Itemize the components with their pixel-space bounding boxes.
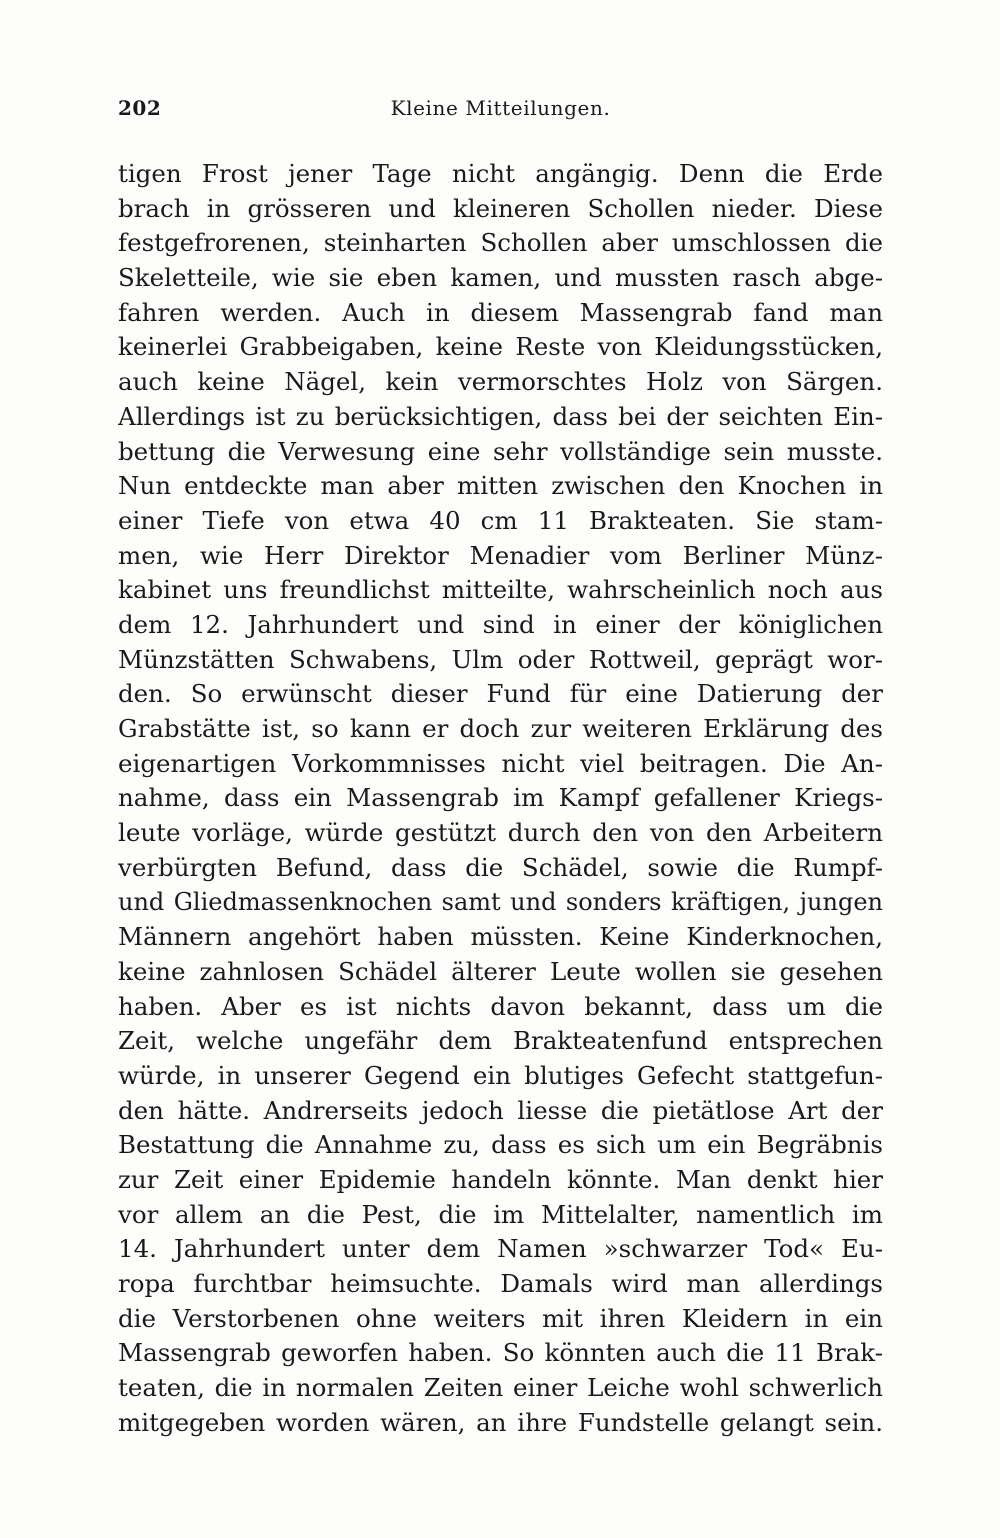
text-line: nahme, dass ein Massengrab im Kampf gefallener Kriegs- bbox=[118, 783, 883, 813]
text-line: Grabstätte ist, so kann er doch zur weiteren Erklärung des bbox=[118, 714, 883, 743]
text-line: tigen Frost jener Tage nicht angängig. Denn die Erde bbox=[118, 159, 883, 188]
text-line: auch keine Nägel, kein vermorschtes Holz von Särgen. bbox=[118, 367, 883, 397]
text-line: eigenartigen Vorkommnisses nicht viel beitragen. Die An- bbox=[118, 748, 883, 778]
text-line: ropa furchtbar heimsuchte. Damals wird man allerdings bbox=[118, 1269, 883, 1298]
text-line: festgefrorenen, steinharten Schollen aber umschlossen die bbox=[118, 228, 883, 258]
text-line: den. So erwünscht dieser Fund für eine Datierung der bbox=[118, 679, 883, 709]
body-text bbox=[118, 157, 883, 1440]
text-line: keinerlei Grabbeigaben, keine Reste von Kleidungsstücken, bbox=[118, 332, 883, 362]
text-line: fahren werden. Auch in diesem Massengrab fand man bbox=[118, 297, 883, 327]
text-line: verbürgten Befund, dass die Schädel, sowie die Rumpf- bbox=[118, 852, 883, 882]
text-line: Massengrab geworfen haben. So könnten auch die 11 Brak- bbox=[118, 1338, 883, 1368]
text-line: würde, in unserer Gegend ein blutiges Gefecht stattgefun- bbox=[118, 1060, 883, 1090]
text-line: haben. Aber es ist nichts davon bekannt, dass um die bbox=[118, 991, 883, 1021]
text-line: teaten, die in normalen Zeiten einer Leiche wohl schwerlich bbox=[118, 1373, 883, 1403]
text-line: men, wie Herr Direktor Menadier vom Berliner Münz- bbox=[118, 540, 883, 570]
page-number: 202 bbox=[118, 96, 162, 120]
text-line: Nun entdeckte man aber mitten zwischen den Knochen in bbox=[118, 471, 883, 501]
text-line: Männern angehört haben müssten. Keine Kinderknochen, bbox=[118, 922, 883, 952]
text-line: leute vorläge, würde gestützt durch den von den Arbeitern bbox=[118, 818, 883, 848]
text-line: Bestattung die Annahme zu, dass es sich um ein Begräbnis bbox=[118, 1130, 883, 1160]
text-line: 14. Jahrhundert unter dem Namen »schwarzer Tod« Eu- bbox=[118, 1234, 883, 1264]
text-line: keine zahnlosen Schädel älterer Leute wollen sie gesehen bbox=[118, 956, 883, 986]
text-line: bettung die Verwesung eine sehr vollständige sein musste. bbox=[118, 436, 883, 466]
text-line: kabinet uns freundlichst mitteilte, wahrscheinlich noch aus bbox=[118, 575, 883, 605]
running-title: Kleine Mitteilungen. bbox=[390, 96, 611, 120]
text-line: dem 12. Jahrhundert und sind in einer der königlichen bbox=[118, 609, 883, 639]
text-line: den hätte. Andrerseits jedoch liesse die pietätlose Art der bbox=[118, 1095, 883, 1125]
text-line: einer Tiefe von etwa 40 cm 11 Brakteaten. Sie stam- bbox=[118, 505, 883, 535]
text-line: vor allem an die Pest, die im Mittelalter, namentlich im bbox=[118, 1199, 883, 1229]
text-line: die Verstorbenen ohne weiters mit ihren Kleidern in ein bbox=[118, 1303, 883, 1333]
text-line: mitgegeben worden wären, an ihre Fundstelle gelangt sein. bbox=[118, 1407, 883, 1437]
text-line: Zeit, welche ungefähr dem Brakteatenfund entsprechen bbox=[118, 1026, 883, 1056]
text-line: brach in grösseren und kleineren Schollen nieder. Diese bbox=[118, 193, 883, 223]
text-line: zur Zeit einer Epidemie handeln könnte. Man denkt hier bbox=[118, 1164, 883, 1194]
text-line: Allerdings ist zu berücksichtigen, dass bei der seichten Ein- bbox=[118, 401, 883, 431]
text-line: Skeletteile, wie sie eben kamen, und mussten rasch abge- bbox=[118, 263, 883, 293]
text-line: Münzstätten Schwabens, Ulm oder Rottweil, geprägt wor- bbox=[118, 644, 883, 674]
text-line: und Gliedmassenknochen samt und sonders kräftigen, jungen bbox=[118, 888, 883, 917]
running-head bbox=[118, 96, 883, 130]
